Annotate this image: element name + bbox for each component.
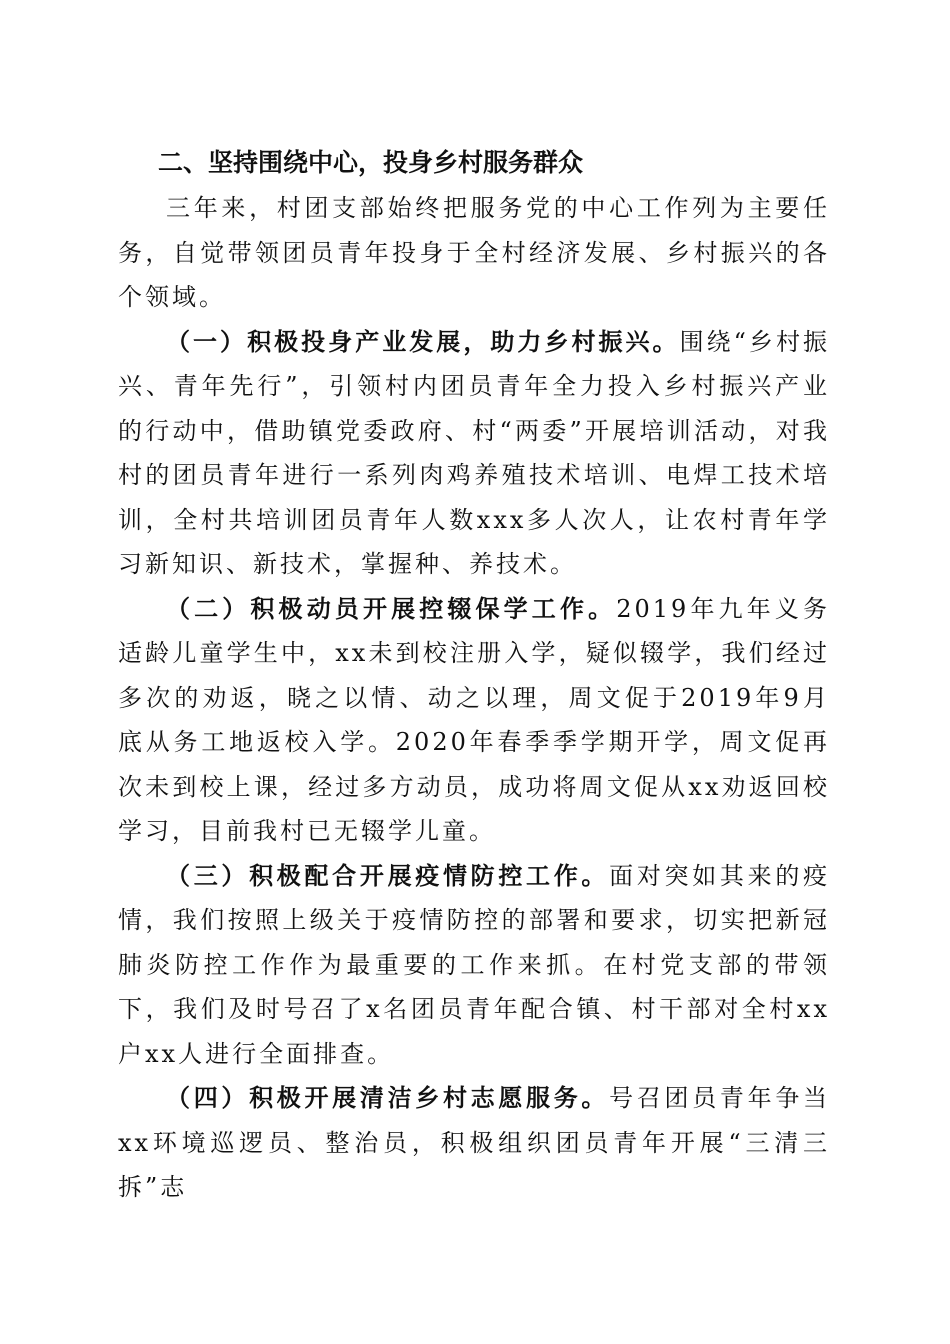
paragraph-item-1: [118, 320, 830, 587]
paragraph-body: 号召团员青年争当xx环境巡逻员、整治员，积极组织团员青年开展“三清三拆”志: [118, 1084, 831, 1201]
paragraph-item-2: [118, 587, 830, 854]
paragraph-lead: （一）积极投身产业发展，助力乡村振兴。: [166, 327, 680, 356]
intro-paragraph: 三年来，村团支部始终把服务党的中心工作列为主要任务，自觉带领团员青年投身于全村经济发展、乡村振兴的各个领域。: [118, 194, 830, 311]
paragraph-lead: （四）积极开展清洁乡村志愿服务。: [166, 1084, 610, 1112]
paragraph-item-4: [118, 1076, 830, 1210]
paragraph-body: 围绕“乡村振兴、青年先行”，引领村内团员青年全力投入乡村振兴产业的行动中，借助镇党委政府、村“两委”开展培训活动，对我村的团员青年进行一系列肉鸡养殖技术培训、电焊工技术培训，全村共培训团员青年人数xxx多人次人，让农村青年学习新知识、新技术，掌握种、养技术。: [118, 327, 830, 578]
paragraph-item-3: [118, 854, 830, 1077]
paragraph-body: 面对突如其来的疫情，我们按照上级关于疫情防控的部署和要求，切实把新冠肺炎防控工作作为最重要的工作来抓。在村党支部的带领下，我们及时号召了x名团员青年配合镇、村干部对全村xx户xx人进行全面排查。: [118, 861, 831, 1068]
paragraph-lead: （二）积极动员开展控辍保学工作。: [166, 594, 617, 623]
paragraph-lead: （三）积极配合开展疫情防控工作。: [166, 861, 610, 890]
paragraph-body: 2019年九年义务适龄儿童学生中，xx未到校注册入学，疑似辍学，我们经过多次的劝返，晓之以情、动之以理，周文促于2019年9月底从务工地返校入学。2020年春季季学期开学，周文促再次未到校上课，经过多方动员，成功将周文促从xx劝返回校学习，目前我村已无辍学儿童。: [118, 594, 831, 845]
document-body: [118, 140, 830, 1210]
section-heading: 二、坚持围绕中心，投身乡村服务群众: [158, 148, 584, 177]
